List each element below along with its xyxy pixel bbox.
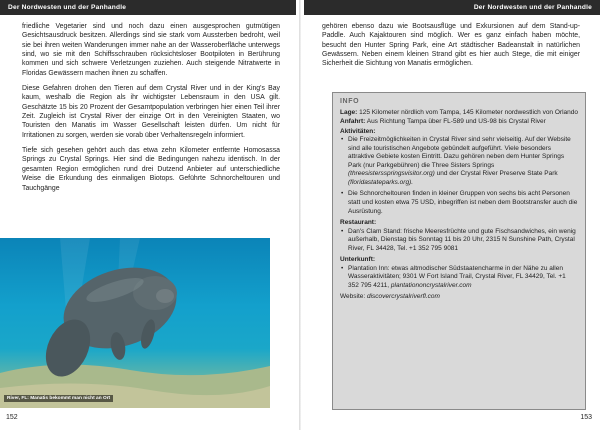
item-text: Die Schnorcheltouren finden in kleiner Gruppen von sechs bis acht Personen statt und kosten etwa 75 USD, inbegriffen ist neben dem Bootstransfer auch die Ausrüstung. [348,190,578,215]
photo-caption: River, FL: Manatis bekommt man nicht an Ort [4,395,113,402]
manatee-illustration [0,238,270,408]
anfahrt-label: Anfahrt: [340,118,366,126]
lage-label: Lage: [340,108,358,116]
manatee-photo [0,238,270,408]
info-box [332,92,586,410]
restaurant-label: Restaurant: [340,219,377,227]
list-item [340,190,578,216]
info-title: INFO [340,98,360,105]
running-head-right: Der Nordwesten und der Panhandle [304,0,600,15]
right-page [300,0,600,430]
info-anfahrt [340,118,578,127]
paragraph: Tiefe sich gesehen gehört auch das etwa zehn Kilometer entfernte Homosassa Springs zu Crystal Springs. Hier sind die Bedingungen nahezu identisch. In der gesamten Region ermöglichen rund drei Dutzend Anbieter auf unterschiedliche Weise die Erkundung des einmaligen Biotops. Geführte Schnorcheltouren und Tauchgänge [22,147,280,192]
page-number-right: 153 [580,414,592,421]
unterkunft-label: Unterkunft: [340,256,376,264]
info-website [340,293,578,302]
website-label: Website: [340,293,366,301]
running-head-left: Der Nordwesten und der Panhandle [0,0,296,15]
aktivitaeten-label: Aktivitäten: [340,127,376,135]
list-item [340,265,578,291]
right-body-text [322,22,580,75]
list-item: • Dan's Clam Stand: frische Meeresfrüchte und gute Fischsandwiches, ein wenig außerhalb, Dienstag bis Sonntag 11 bis 20 Uhr, 2315 N Sunshine Path, Crystal River, FL 34428, Tel. +1 352 795 9081 [340,228,578,254]
list-item [340,136,578,187]
link-three-sisters[interactable]: (threesistersspringsvisitor.org) [348,170,435,178]
link-discovercrystalriver[interactable]: discovercrystalriverfl.com [366,293,440,301]
item-text: Die Freizeitmöglichkeiten in Crystal River sind sehr vielseitig. Auf der Website sind alle touristischen Angebote gebündelt aufgeführt. Viele besonders attraktive Gebiete kosten Eintritt. Dazu gehören neben dem Hunter Springs Park (nur Parkgebühren) die Three Sisters Springs [348,136,571,169]
paragraph: gehören ebenso dazu wie Bootsausflüge und Exkursionen auf dem Stand-up-Paddle. Auch Kajaktouren sind möglich. Wer es ganz einfach haben möchte, besucht den Hunter Spring Park, eine Art städtischer Badeanstalt in natürlichen Gewässern. Neben einem kleinen Strand gibt es hier auch Stege, die mit einiger Sicherheit die Sichtung von Manatis ermöglichen. [322,23,580,68]
lage-text: 125 Kilometer nördlich vom Tampa, 145 Kilometer nordwestlich von Orlando [359,108,578,116]
info-lage [340,109,578,118]
link-plantation-inn[interactable]: plantationoncrystalriver.com [390,281,472,289]
left-body-text [22,22,280,199]
item-text: und der Crystal River Preserve State Park [436,170,558,178]
page-number-left: 152 [6,414,18,421]
unterkunft-list [340,265,578,291]
restaurant-list [340,228,578,254]
item-text: Plantation Inn: etwas altmodischer Südstaatencharme in der Nähe zu allen Wasseraktivitäten; 9301 W Fort Island Trail, Crystal River, FL 34429, Tel. +1 352 795 4211, [348,264,566,289]
link-floridastateparks[interactable]: (floridastateparks.org). [348,178,414,186]
paragraph: friedliche Vegetarier sind und noch dazu einen ausgesprochen gutmütigen Gesichtsausdruck besitzen. Allerdings sind sie stark vom Aussterben bedroht, weil sie bei ihren weiten Wanderungen immer nahe an der Wasseroberfläche unterwegs sind, wo sie mit den Schiffsschrauben rücksichtsloser Bootpiloten in Berührung kommen und sich schwere Verletzungen zuziehen. Auch steigende Nitratwerte in Floridas Gewässern machen ihnen zu schaffen. [22,23,280,77]
aktivitaeten-list [340,136,578,216]
paragraph: Diese Gefahren drohen den Tieren auf dem Crystal River und in der King's Bay kaum, weshalb die Region als ihr wichtigster Lebensraum in den USA gilt. Geschätzte 15 bis 20 Prozent der Gesamtpopulation verbringen hier einen Teil ihrer Zeit. Zugleich ist Crystal River der einzige Ort in den Vereinigten Staaten, wo Touristen den Manatis im Wasser Gesellschaft leisten dürfen. Um nicht für Irritationen zu sorgen, werden sie vorab über Verhaltensregeln informiert. [22,85,280,139]
anfahrt-text: Aus Richtung Tampa über FL-589 und US-98 bis Crystal River [366,118,546,126]
